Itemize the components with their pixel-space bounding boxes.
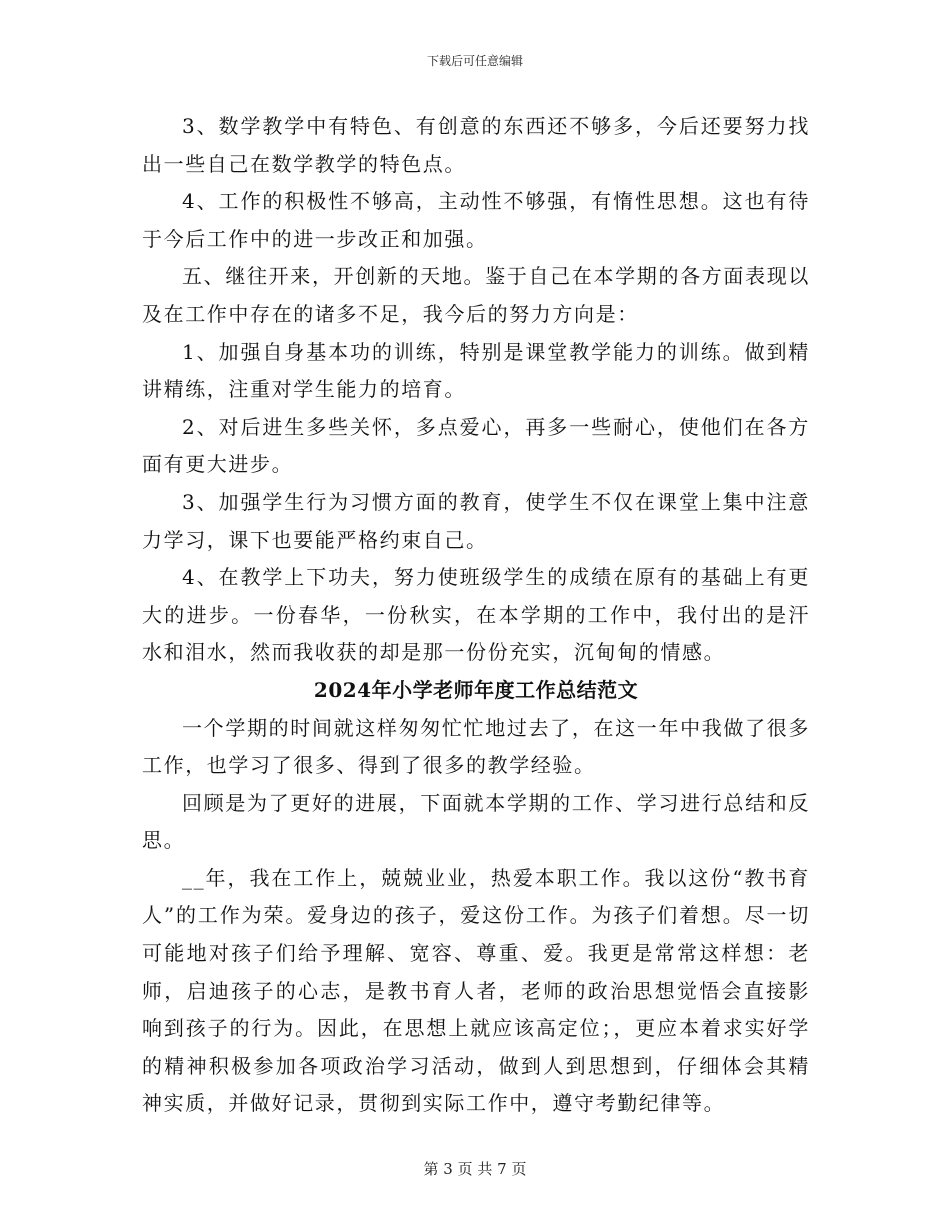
paragraph: 一个学期的时间就这样匆匆忙忙地过去了，在这一年中我做了很多工作，也学习了很多、得到了很多的教学经验。 [142, 715, 810, 778]
paragraph: __年，我在工作上，兢兢业业，热爱本职工作。我以这份“教书育人”的工作为荣。爱身边的孩子，爱这份工作。为孩子们着想。尽一切可能地对孩子们给予理解、宽容、尊重、爱。我更是常常这样想：老师，启迪孩子的心志，是教书育人者，老师的政治思想觉悟会直接影响到孩子的行为。因此，在思想上就应该高定位；，更应本着求实好学的精神积极参加各项政治学习活动，做到人到思想到，仔细体会其精神实质，并做好记录，贯彻到实际工作中，遵守考勤纪律等。 [142, 865, 810, 1116]
page-header-note: 下载后可任意编辑 [426, 54, 523, 68]
paragraph: 五、继往开来，开创新的天地。鉴于自己在本学期的各方面表现以及在工作中存在的诸多不足，我今后的努力方向是： [142, 264, 810, 326]
page-number: 第 3 页 共 7 页 [423, 1160, 527, 1178]
paragraph: 2、对后进生多些关怀，多点爱心，再多一些耐心，使他们在各方面有更大进步。 [142, 414, 810, 477]
paragraph: 3、加强学生行为习惯方面的教育，使学生不仅在课堂上集中注意力学习，课下也要能严格约束自己。 [142, 489, 810, 552]
paragraph: 4、在教学上下功夫，努力使班级学生的成绩在原有的基础上有更大的进步。一份春华，一份秋实，在本学期的工作中，我付出的是汗水和泪水，然而我收获的却是那一份份充实，沉甸甸的情感。 [142, 565, 810, 665]
paragraph: 回顾是为了更好的进展，下面就本学期的工作、学习进行总结和反思。 [142, 790, 810, 853]
paragraph: 4、工作的积极性不够高，主动性不够强，有惰性思想。这也有待于今后工作中的进一步改正和加强。 [142, 189, 810, 251]
document-body [142, 108, 810, 1123]
paragraph: 1、加强自身基本功的训练，特别是课堂教学能力的训练。做到精讲精练，注重对学生能力的培育。 [142, 339, 810, 402]
section-title: 2024年小学老师年度工作总结范文 [313, 677, 639, 702]
paragraph: 3、数学教学中有特色、有创意的东西还不够多，今后还要努力找出一些自己在数学教学的特色点。 [142, 114, 810, 176]
